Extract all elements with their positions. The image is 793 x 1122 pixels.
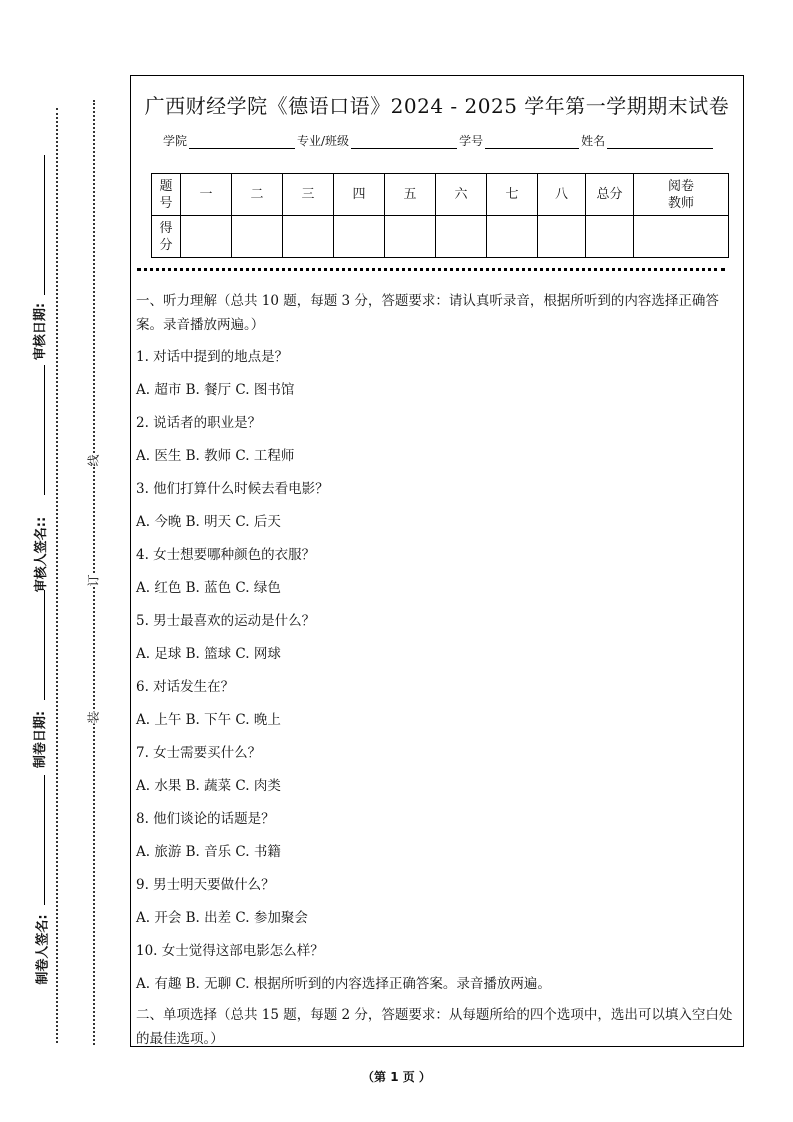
col-6: 六 [436, 174, 487, 216]
score-cell-total[interactable] [586, 216, 634, 258]
page-number: （第 1 页 ） [362, 1070, 431, 1084]
question-options: A. 足球 B. 篮球 C. 网球 [136, 646, 281, 662]
score-cell-8[interactable] [538, 216, 586, 258]
student-no-label: 学号 [459, 134, 484, 148]
reviewer-sign-label: 审核人签名:: [34, 516, 50, 593]
question-options: A. 水果 B. 蔬菜 C. 肉类 [136, 778, 281, 794]
binding-char-seal: 装 [83, 711, 104, 723]
question-text: 4. 女士想要哪种颜色的衣服？ [136, 547, 316, 563]
exam-title: 广西财经学院《德语口语》2024 - 2025 学年第一学期期末试卷 [144, 94, 730, 118]
binding-char-order: 订 [83, 574, 104, 586]
question-text: 10. 女士觉得这部电影怎么样？ [136, 943, 324, 959]
binding-dotted-line [93, 100, 95, 1045]
score-table [151, 173, 729, 258]
student-no-blank[interactable] [485, 136, 579, 149]
col-2: 二 [232, 174, 283, 216]
score-cell-5[interactable] [385, 216, 436, 258]
score-cell-reviewer[interactable] [634, 216, 729, 258]
score-cell-7[interactable] [487, 216, 538, 258]
score-cell-2[interactable] [232, 216, 283, 258]
major-class-blank[interactable] [351, 136, 457, 149]
question-options: A. 红色 B. 蓝色 C. 绿色 [136, 580, 281, 596]
name-blank[interactable] [607, 136, 713, 149]
college-label: 学院 [163, 134, 188, 148]
col-total: 总分 [586, 174, 634, 216]
make-date-label: 制卷日期: [33, 710, 49, 769]
col-5: 五 [385, 174, 436, 216]
question-text: 1. 对话中提到的地点是？ [136, 349, 289, 365]
maker-sign-label: 制卷人签名: [35, 914, 51, 985]
college-blank[interactable] [189, 136, 295, 149]
question-text: 2. 说话者的职业是？ [136, 415, 262, 431]
question-text: 8. 他们谈论的话题是？ [136, 811, 275, 827]
score-cell-3[interactable] [283, 216, 334, 258]
section2-heading: 二、单项选择（总共 15 题，每题 2 分，答题要求：从每题所给的四个选项中，选出可以填入空白处的最佳选项。） [136, 1007, 733, 1047]
question-options: A. 今晚 B. 明天 C. 后天 [136, 514, 281, 530]
name-label: 姓名 [581, 134, 606, 148]
maker-sign-line [44, 775, 45, 905]
section1-heading: 一、听力理解（总共 10 题，每题 3 分，答题要求：请认真听录音，根据所听到的内容选择正确答案。录音播放两遍。） [136, 293, 719, 333]
question-text: 5. 男士最喜欢的运动是什么？ [136, 613, 316, 629]
exam-frame [130, 75, 744, 1047]
dotted-separator [137, 268, 725, 271]
question-options: A. 开会 B. 出差 C. 参加聚会 [136, 910, 308, 926]
make-date-line [44, 590, 45, 700]
exam-content [136, 289, 740, 1051]
score-cell-4[interactable] [334, 216, 385, 258]
student-info-row [163, 132, 715, 149]
question-text: 7. 女士需要买什么？ [136, 745, 262, 761]
col-8: 八 [538, 174, 586, 216]
question-options: A. 上午 B. 下午 C. 晚上 [136, 712, 281, 728]
row-label-question: 题 号 [152, 174, 181, 216]
row-label-score: 得 分 [152, 216, 181, 258]
col-3: 三 [283, 174, 334, 216]
major-class-label: 专业/班级 [297, 134, 350, 148]
question-options: A. 有趣 B. 无聊 C. 根据所听到的内容选择正确答案。录音播放两遍。 [136, 976, 551, 992]
col-reviewer: 阅卷 教师 [634, 174, 729, 216]
question-text: 6. 对话发生在？ [136, 679, 235, 695]
col-1: 一 [181, 174, 232, 216]
question-options: A. 医生 B. 教师 C. 工程师 [136, 448, 295, 464]
question-text: 9. 男士明天要做什么？ [136, 877, 275, 893]
review-date-label: 审核日期: [33, 302, 49, 361]
question-options: A. 旅游 B. 音乐 C. 书籍 [136, 844, 281, 860]
review-date-line [44, 155, 45, 295]
col-4: 四 [334, 174, 385, 216]
question-list [136, 341, 740, 1001]
col-7: 七 [487, 174, 538, 216]
binding-char-line: 线 [83, 454, 104, 466]
score-cell-6[interactable] [436, 216, 487, 258]
question-options: A. 超市 B. 餐厅 C. 图书馆 [136, 382, 295, 398]
question-text: 3. 他们打算什么时候去看电影？ [136, 481, 329, 497]
outer-dotted-line [56, 108, 58, 1043]
reviewer-sign-line [44, 365, 45, 495]
score-cell-1[interactable] [181, 216, 232, 258]
